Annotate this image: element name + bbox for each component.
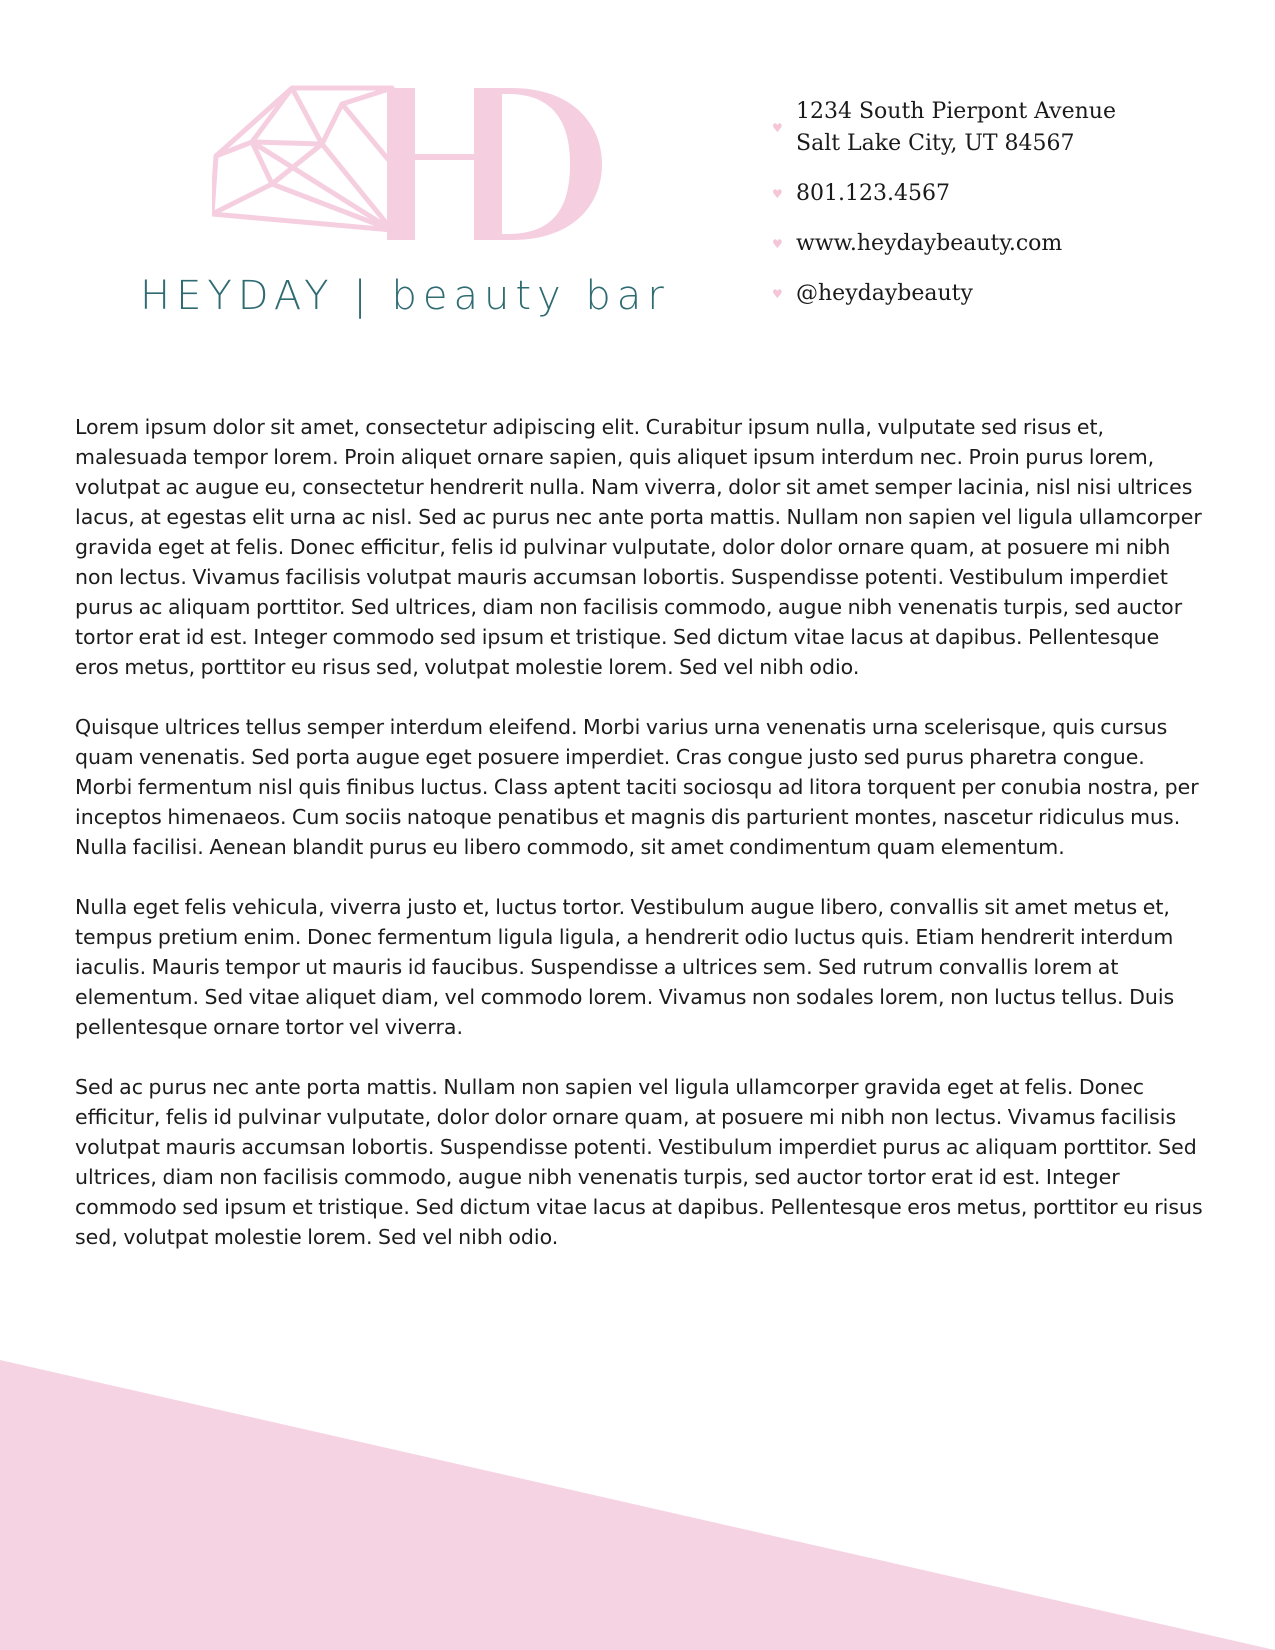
social-handle[interactable]: @heydaybeauty bbox=[796, 281, 973, 306]
address-line-2: Salt Lake City, UT 84567 bbox=[796, 131, 1075, 156]
phone-number[interactable]: 801.123.4567 bbox=[796, 181, 950, 206]
heart-icon: ♥ bbox=[772, 287, 783, 301]
website-link[interactable]: www.heydaybeauty.com bbox=[796, 231, 1063, 256]
body-paragraph: Sed ac purus nec ante porta mattis. Nullam non sapien vel ligula ullamcorper gravida eget at felis. Donec efficitur, felis id pulvinar vulputate, dolor dolor ornare quam, at posuere mi nibh non lectus. Vivamus facilisis volutpat mauris accumsan lobortis. Suspendisse potenti. Vestibulum imperdiet purus ac aliquam porttitor. Sed ultrices, diam non facilisis commodo, augue nibh venenatis turpis, sed auctor tortor erat id est. Integer commodo sed ipsum et tristique. Sed dictum vitae lacus at dapibus. Pellentesque eros metus, porttitor eu risus sed, volutpat molestie lorem. Sed vel nibh odio. bbox=[75, 1075, 1203, 1249]
address-line-1: 1234 South Pierpont Avenue bbox=[796, 99, 1116, 124]
heart-icon: ♥ bbox=[772, 121, 783, 135]
body-paragraph: Quisque ultrices tellus semper interdum eleifend. Morbi varius urna venenatis urna scelerisque, quis cursus quam venenatis. Sed porta augue eget posuere imperdiet. Cras congue justo sed purus pharetra congue. Morbi fermentum nisl quis finibus luctus. Class aptent taciti sociosqu ad litora torquent per conubia nostra, per inceptos himenaeos. Cum sociis natoque penatibus et magnis dis parturient montes, nascetur ridiculus mus. Nulla facilisi. Aenean blandit purus eu libero commodo, sit amet condimentum quam elementum. bbox=[75, 715, 1199, 859]
contact-website bbox=[772, 228, 1242, 260]
heart-icon: ♥ bbox=[772, 237, 783, 251]
contact-block bbox=[772, 96, 1242, 328]
letter-body bbox=[75, 412, 1205, 1282]
diamond-hd-logo bbox=[212, 84, 612, 260]
contact-phone bbox=[772, 178, 1242, 210]
decorative-pink-wedge bbox=[0, 1360, 1275, 1650]
contact-social bbox=[772, 278, 1242, 310]
contact-address bbox=[772, 96, 1242, 160]
body-paragraph: Nulla eget felis vehicula, viverra justo et, luctus tortor. Vestibulum augue libero, convallis sit amet metus et, tempus pretium enim. Donec fermentum ligula ligula, a hendrerit odio luctus quis. Etiam hendrerit interdum iaculis. Mauris tempor ut mauris id faucibus. Suspendisse a ultrices sem. Sed rutrum convallis lorem at elementum. Sed vitae aliquet diam, vel commodo lorem. Vivamus non sodales lorem, non luctus tellus. Duis pellentesque ornare tortor vel viverra. bbox=[75, 895, 1175, 1039]
brand-wordmark: HEYDAY | beauty bar bbox=[140, 273, 670, 319]
heart-icon: ♥ bbox=[772, 187, 783, 201]
body-paragraph: Lorem ipsum dolor sit amet, consectetur adipiscing elit. Curabitur ipsum nulla, vulputate sed risus et, malesuada tempor lorem. Proin aliquet ornare sapien, quis aliquet ipsum interdum nec. Proin purus lorem, volutpat ac augue eu, consectetur hendrerit nulla. Nam viverra, dolor sit amet semper lacinia, nisl nisi ultrices lacus, at egestas elit urna ac nisl. Sed ac purus nec ante porta mattis. Nullam non sapien vel ligula ullamcorper gravida eget at felis. Donec efficitur, felis id pulvinar vulputate, dolor dolor ornare quam, at posuere mi nibh non lectus. Vivamus facilisis volutpat mauris accumsan lobortis. Suspendisse potenti. Vestibulum imperdiet purus ac aliquam porttitor. Sed ultrices, diam non facilisis commodo, augue nibh venenatis turpis, sed auctor tortor erat id est. Integer commodo sed ipsum et tristique. Sed dictum vitae lacus at dapibus. Pellentesque eros metus, porttitor eu risus sed, volutpat molestie lorem. Sed vel nibh odio. bbox=[75, 415, 1202, 679]
